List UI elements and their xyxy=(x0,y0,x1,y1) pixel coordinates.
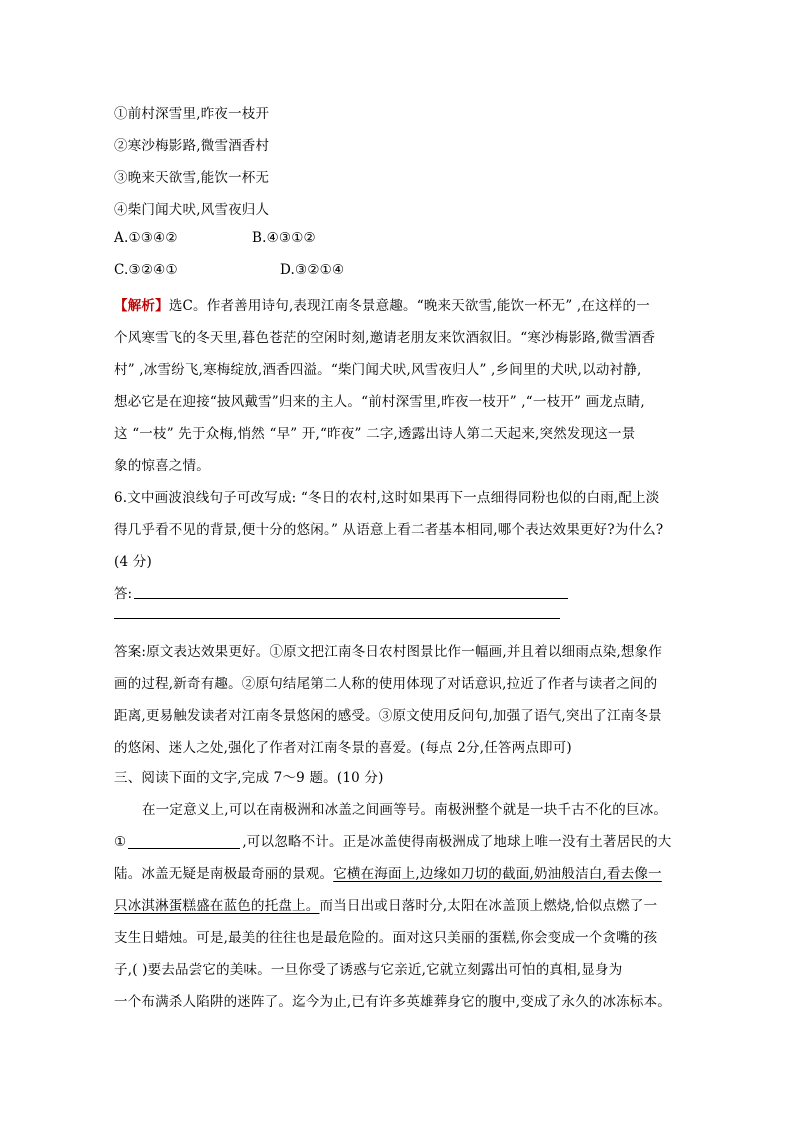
analysis-line-5: 这 “一枝” 先于众梅,悄然 “早” 开,“昨夜” 二字,透露出诗人第二天起来,突然发现这一景 xyxy=(114,426,636,442)
passage-line-6: 子,( )要去品尝它的美味。一旦你受了诱惑与它亲近,它就立刻露出可怕的真相,显身为 xyxy=(114,962,623,978)
passage-underlined-sentence-part-2: 只冰淇淋蛋糕盛在蓝色的托盘上。 xyxy=(114,898,320,914)
option-2: ②寒沙梅影路,微雪酒香村 xyxy=(114,138,270,154)
passage-line-1: 在一定意义上,可以在南极洲和冰盖之间画等号。南极洲整个就是一块千古不化的巨冰。 xyxy=(142,802,668,818)
section-3-heading: 三、阅读下面的文字,完成 7～9 题。(10 分) xyxy=(114,770,384,786)
question-6-line-1: 6.文中画波浪线句子可改写成: “冬日的农村,这时如果再下一点细得同粉也似的白雨,配上淡 xyxy=(114,490,660,506)
choice-c: C.③②④① xyxy=(114,262,178,278)
passage-line-5: 支生日蜡烛。可是,最美的往往也是最危险的。面对这只美丽的蛋糕,你会变成一个贪嘴的孩 xyxy=(114,930,658,946)
answer-6-line-1: 答案:原文表达效果更好。①原文把江南冬日农村图景比作一幅画,并且着以细雨点染,想象作 xyxy=(114,644,663,660)
passage-blank-number: ① xyxy=(114,834,127,850)
passage-line-7: 一个布满杀人陷阱的迷阵了。迄今为止,已有许多英雄葬身它的腹中,变成了永久的冰冻标本。 xyxy=(114,994,671,1010)
question-6-score: (4 分) xyxy=(114,554,152,570)
analysis-text-1: 选C。作者善用诗句,表现江南冬景意趣。“晚来天欲雪,能饮一杯无” ,在这样的一 xyxy=(168,298,650,314)
passage-underlined-sentence-part-1: 它横在海面上,边缘如刀切的截面,奶油般洁白,看去像一 xyxy=(333,866,662,882)
passage-fill-blank[interactable] xyxy=(128,834,240,849)
answer-field-label: 答: xyxy=(114,586,133,602)
answer-6-line-4: 的悠闲、迷人之处,强化了作者对江南冬景的喜爱。(每点 2分,任答两点即可) xyxy=(114,740,572,756)
question-6-line-2: 得几乎看不见的背景,便十分的悠闲。” 从语意上看二者基本相同,哪个表达效果更好?为什么? xyxy=(114,522,664,538)
choice-b: B.④③①② xyxy=(252,230,316,246)
analysis-line-1 xyxy=(114,294,650,314)
choice-a: A.①③④② xyxy=(114,230,178,246)
analysis-line-3: 村” ,冰雪纷飞,寒梅绽放,酒香四溢。“柴门闻犬吠,风雪夜归人” ,乡间里的犬吠,以动衬静, xyxy=(114,362,642,378)
option-1: ①前村深雪里,昨夜一枝开 xyxy=(114,106,270,122)
passage-line-2 xyxy=(114,830,672,850)
analysis-line-4: 想必它是在迎接“披风戴雪”归来的主人。“前村深雪里,昨夜一枝开” ,“一枝开” 画龙点睛, xyxy=(114,394,645,410)
passage-line-3-plain: 陆。冰盖无疑是南极最奇丽的景观。 xyxy=(114,866,334,882)
answer-blank-line-1[interactable] xyxy=(134,598,568,599)
analysis-line-6: 象的惊喜之情。 xyxy=(114,458,210,474)
passage-line-4 xyxy=(114,894,657,914)
passage-line-2-text: ,可以忽略不计。正是冰盖使得南极洲成了地球上唯一没有土著居民的大 xyxy=(242,834,672,850)
answer-6-line-2: 画的过程,新奇有趣。②原句结尾第二人称的使用体现了对话意识,拉近了作者与读者之间的 xyxy=(114,676,658,692)
answer-6-line-3: 距离,更易触发读者对江南冬景悠闲的感受。③原文使用反问句,加强了语气,突出了江南冬景 xyxy=(114,708,662,724)
choice-d: D.③②①④ xyxy=(280,262,345,278)
option-3: ③晚来天欲雪,能饮一杯无 xyxy=(114,170,270,186)
option-4: ④柴门闻犬吠,风雪夜归人 xyxy=(114,202,270,218)
answer-blank-line-2[interactable] xyxy=(114,618,560,619)
analysis-line-2: 个风寒雪飞的冬天里,暮色苍茫的空闲时刻,邀请老朋友来饮酒叙旧。“寒沙梅影路,微雪酒香 xyxy=(114,330,656,346)
passage-line-3 xyxy=(114,862,662,882)
analysis-tag: 【解析】 xyxy=(114,298,169,314)
passage-line-4-plain: 而当日出或日落时分,太阳在冰盖顶上燃烧,恰似点燃了一 xyxy=(319,898,658,914)
